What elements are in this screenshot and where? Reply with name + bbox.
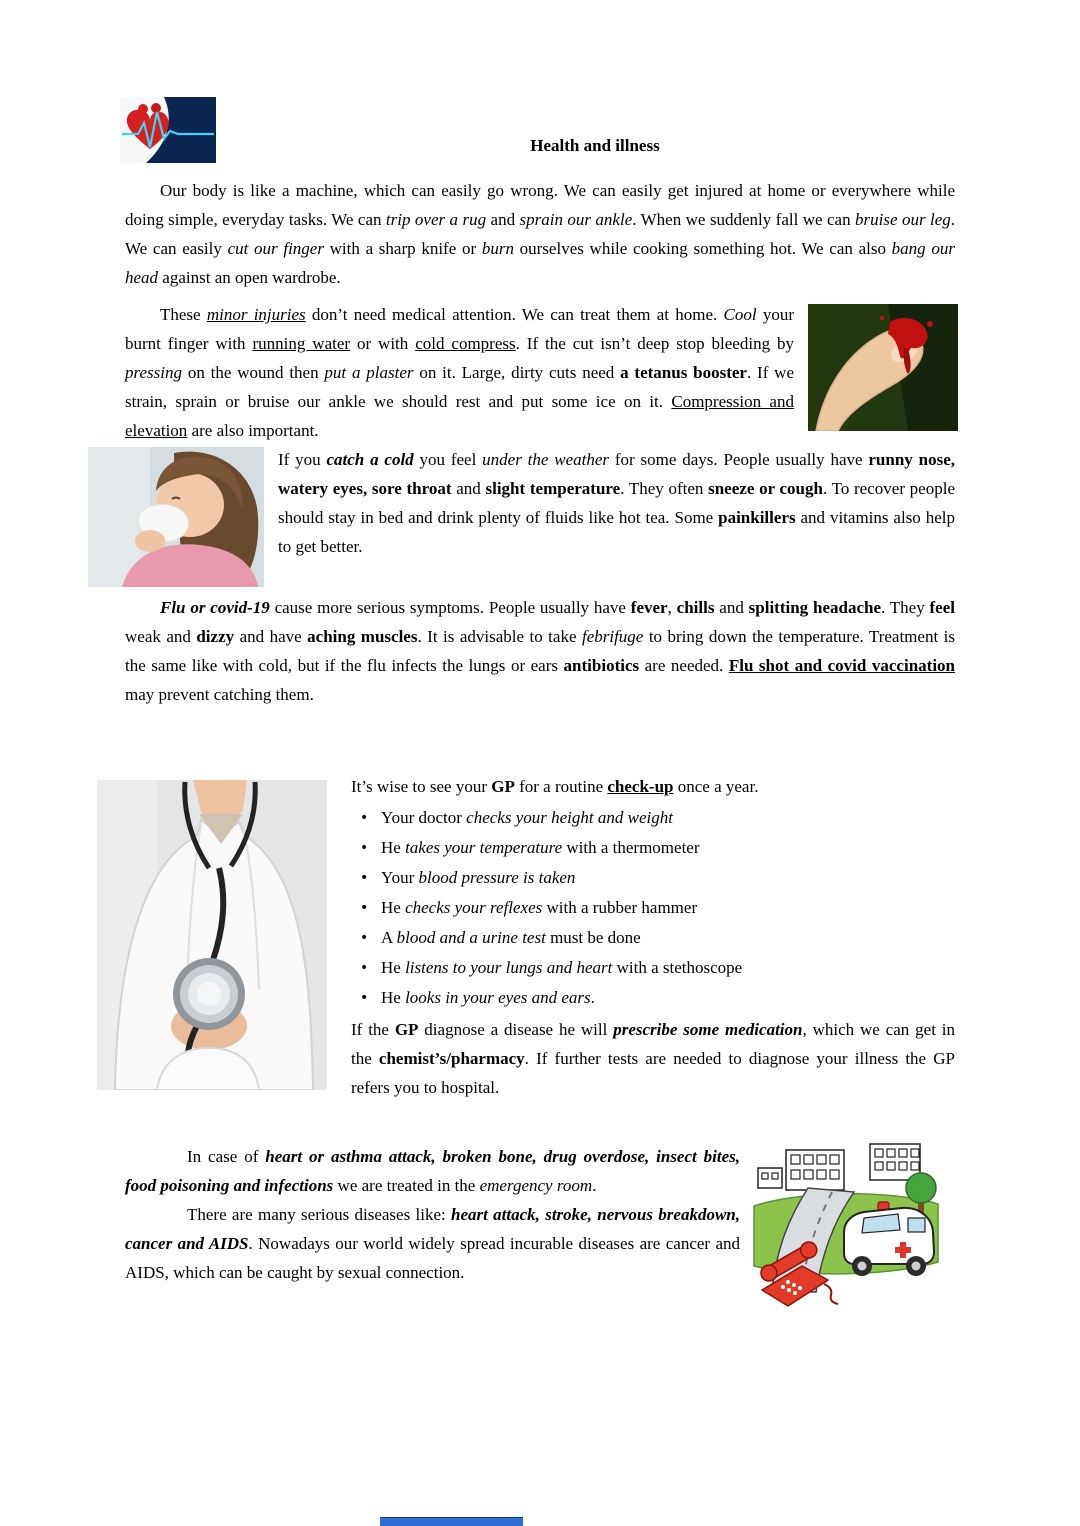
bullet-icon: •: [360, 930, 369, 946]
doctor-stethoscope-illustration: [97, 780, 327, 1090]
section-checkup: [125, 772, 955, 1102]
checkup-list-item-text: He checks your reflexes with a rubber hammer: [381, 898, 698, 917]
checkup-list-item: [351, 953, 955, 983]
section-cold: [125, 445, 955, 593]
paragraph-checkup-intro: It’s wise to see your GP for a routine check-up once a year.: [351, 777, 759, 796]
cropped-image-top-edge: [380, 1517, 523, 1526]
checkup-list-item: [351, 983, 955, 1013]
girl-blowing-nose-image: [88, 447, 264, 587]
bullet-icon: •: [360, 960, 369, 976]
page-title: Health and illness: [530, 136, 660, 155]
ambulance-image: [752, 1140, 940, 1315]
checkup-list-item-text: He takes your temperature with a thermometer: [381, 838, 700, 857]
section-minor-injuries: [125, 300, 955, 445]
doctor-image: [97, 780, 327, 1090]
checkup-list-item: [351, 863, 955, 893]
ambulance-clipart-illustration: [752, 1140, 940, 1315]
paragraph-minor-injuries: These minor injuries don’t need medical attention. We can treat them at home. Cool your burnt finger with running water or with cold compress. If the cut isn’t deep stop bleeding by pressing on the wound then put a plaster on it. Large, dirty cuts need a tetanus booster. If we strain, sprain or bruise our ankle we should rest and put some ice on it. Compression and elevation are also important.: [125, 305, 795, 440]
checkup-list-item: [351, 833, 955, 863]
paragraph-cold: If you catch a cold you feel under the weather for some days. People usually have runny nose, watery eyes, sore throat and slight temperature. They often sneeze or cough. To recover people should stay in bed and drink plenty of fluids like hot tea. Some painkillers and vitamins also help to get better.: [278, 450, 955, 556]
checkup-list-item: [351, 923, 955, 953]
bullet-icon: •: [360, 990, 369, 1006]
checkup-list-item-text: He looks in your eyes and ears.: [381, 988, 595, 1007]
paragraph-emergency: In case of heart or asthma attack, broken bone, drug overdose, insect bites, food poisoning and infections we are treated in the emergency room.: [125, 1147, 740, 1195]
bullet-icon: •: [360, 810, 369, 826]
girl-blowing-nose-illustration: [88, 447, 264, 587]
checkup-list-item-text: A blood and a urine test must be done: [381, 928, 641, 947]
checkup-list-item-text: He listens to your lungs and heart with a stethoscope: [381, 958, 743, 977]
paragraph-gp-diagnose: If the GP diagnose a disease he will prescribe some medication, which we can get in the chemist’s/pharmacy. If further tests are needed to diagnose your illness the GP refers you to hospital.: [351, 1020, 956, 1097]
paragraph-intro: Our body is like a machine, which can easily go wrong. We can easily get injured at home or everywhere while doing simple, everyday tasks. We can trip over a rug and sprain our ankle. When we suddenly fall we can bruise our leg. We can easily cut our finger with a sharp knife or burn ourselves while cooking something hot. We can also bang our head against an open wardrobe.: [125, 181, 955, 287]
section-emergency: [125, 1142, 955, 1323]
cut-finger-image: [808, 304, 958, 431]
checkup-list-item: [351, 893, 955, 923]
checkup-list-item-text: Your blood pressure is taken: [381, 868, 576, 887]
paragraph-flu: Flu or covid-19 cause more serious symptoms. People usually have fever, chills and splitting headache. They feel weak and dizzy and have aching muscles. It is advisable to take febrifuge to bring down the temperature. Treatment is the same like with cold, but if the flu infects the lungs or ears antibiotics are needed. Flu shot and covid vaccination may prevent catching them.: [125, 598, 955, 704]
document-content: [125, 0, 955, 1323]
bullet-icon: •: [360, 900, 369, 916]
checkup-list-item: [351, 803, 955, 833]
paragraph-diseases: There are many serious diseases like: heart attack, stroke, nervous breakdown, cancer and AIDS. Nowadays our world widely spread incurable diseases are cancer and AIDS, which can be caught by sexual connection.: [125, 1205, 741, 1282]
bullet-icon: •: [360, 870, 369, 886]
cut-finger-illustration: [808, 304, 958, 431]
checkup-list-item-text: Your doctor checks your height and weight: [381, 808, 673, 827]
bullet-icon: •: [360, 840, 369, 856]
